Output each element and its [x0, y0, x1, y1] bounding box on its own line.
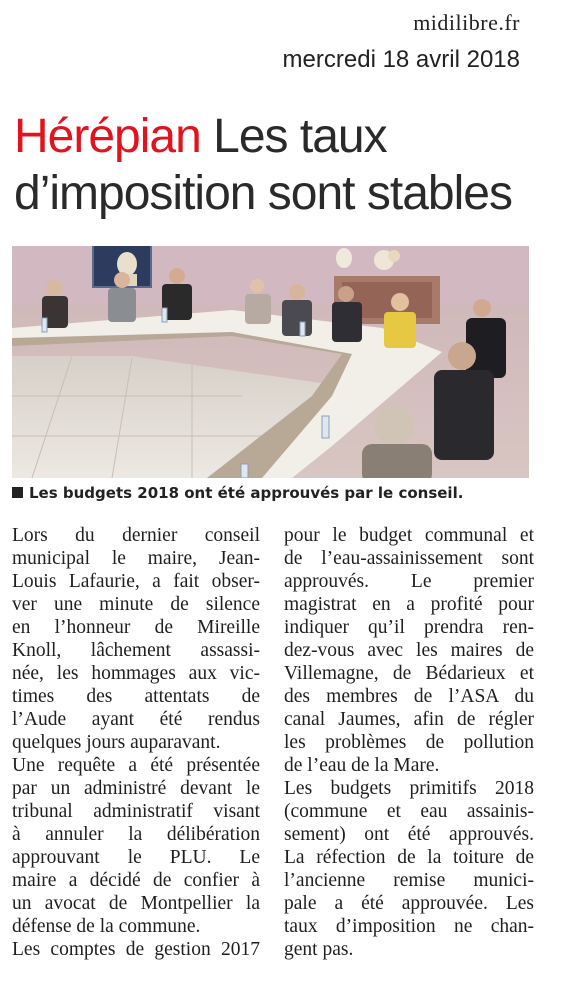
col1-line: Louis Lafaurie, a fait obser-	[12, 571, 260, 592]
col2-line: magistrat en a profité pour	[284, 594, 534, 615]
col1-line: Une requête a été présentée	[12, 755, 260, 776]
col1-line: un avocat de Montpellier la	[12, 893, 260, 914]
photo-illustration	[12, 246, 529, 478]
col1-line: municipal le maire, Jean-	[12, 548, 260, 569]
article-column-2	[284, 524, 534, 961]
publication-source: midilibre.fr	[413, 10, 520, 35]
col2-line: (commune et eau assainis-	[284, 801, 534, 822]
article-headline	[14, 108, 554, 222]
col2-line: approuvés. Le premier	[284, 571, 534, 592]
col2-line: pour le budget communal et	[284, 525, 534, 546]
col2-line: sement) ont été approuvés.	[284, 824, 534, 845]
col1-line: times des attentats de	[12, 686, 260, 707]
col2-line: des membres de l’ASA du	[284, 686, 534, 707]
col2-line: indiquer qu’il prendra ren-	[284, 617, 534, 638]
col1-line: quelques jours auparavant.	[12, 732, 221, 753]
publication-date: mercredi 18 avril 2018	[282, 46, 520, 73]
headline-town: Hérépian	[14, 110, 201, 163]
headline-title-part1: Les taux	[213, 110, 387, 163]
col2-line: dez-vous avec les maires de	[284, 640, 534, 661]
col1-line: Lors du dernier conseil	[12, 525, 260, 546]
photo-caption	[12, 484, 532, 502]
col1-line: ver une minute de silence	[12, 594, 260, 615]
col1-line: approuvant le PLU. Le	[12, 847, 260, 868]
col1-line: tribunal administratif visant	[12, 801, 260, 822]
council-meeting-photo	[12, 246, 529, 478]
col1-line: en l’honneur de Mireille	[12, 617, 260, 638]
col2-line: La réfection de la toiture de	[284, 847, 534, 868]
col2-line: canal Jaumes, afin de régler	[284, 709, 534, 730]
col1-line: à annuler la délibération	[12, 824, 260, 845]
col1-line: défense de la commune.	[12, 916, 201, 937]
col1-line: maire a décidé de confier à	[12, 870, 260, 891]
col2-line: les problèmes de pollution	[284, 732, 534, 753]
col2-line: de l’eau-assainissement sont	[284, 548, 534, 569]
col2-line: gent pas.	[284, 939, 354, 960]
col1-line: née, les hommages aux vic-	[12, 663, 260, 684]
col1-line: l’Aude ayant été rendus	[12, 709, 260, 730]
col2-line: de l’eau de la Mare.	[284, 755, 440, 776]
col1-line: Knoll, lâchement assassi-	[12, 640, 260, 661]
col2-line: Villemagne, de Bédarieux et	[284, 663, 534, 684]
col1-line: Les comptes de gestion 2017	[12, 939, 260, 960]
col2-line: pale a été approuvée. Les	[284, 893, 534, 914]
caption-square-icon	[12, 487, 23, 498]
col2-line: taux d’imposition ne chan-	[284, 916, 534, 937]
article-column-1	[12, 524, 260, 961]
headline-title-part2: d’imposition sont stables	[14, 167, 512, 220]
caption-text: Les budgets 2018 ont été approuvés par le conseil.	[29, 484, 464, 502]
col1-line: par un administré devant le	[12, 778, 260, 799]
col2-line: l’ancienne remise munici-	[284, 870, 534, 891]
col2-line: Les budgets primitifs 2018	[284, 778, 534, 799]
